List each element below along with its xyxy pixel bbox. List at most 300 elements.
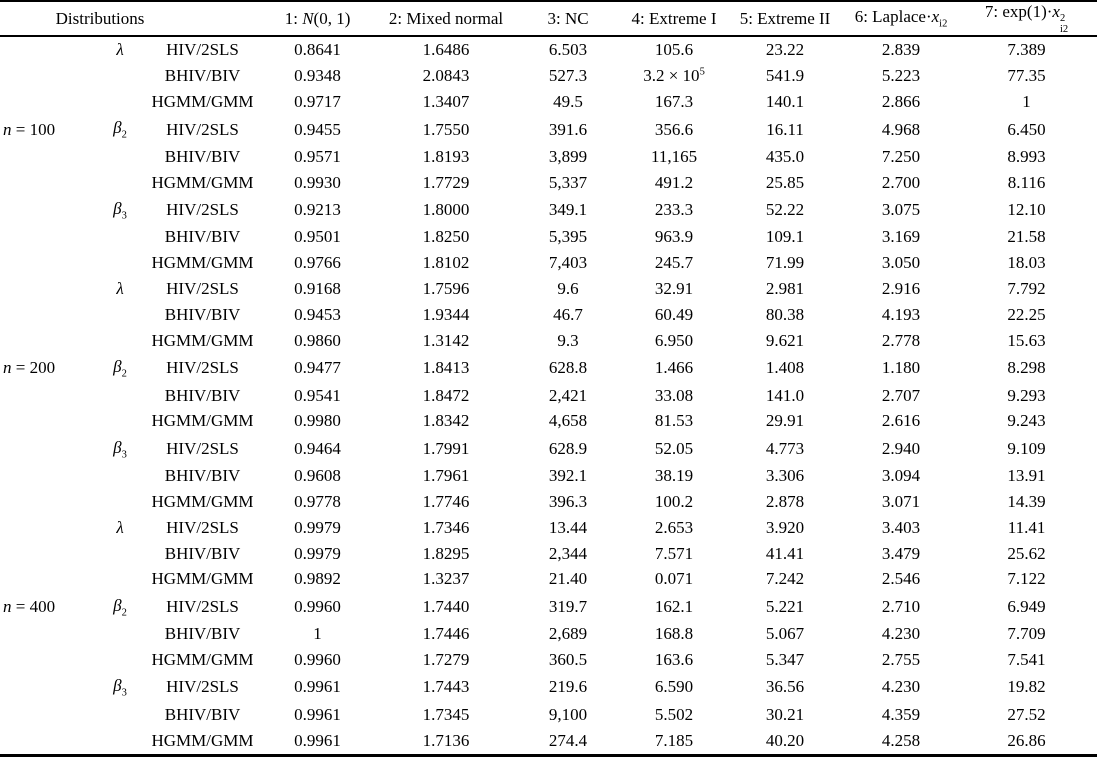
estimator-label: BHIV/BIV — [164, 146, 241, 166]
value-cell: 8.298 — [1007, 358, 1046, 378]
column-header-4: 4: Extreme I — [631, 8, 717, 28]
value-cell: 9.6 — [557, 279, 579, 299]
value-cell: 1.9344 — [422, 304, 470, 324]
value-cell: 0.9930 — [294, 172, 341, 192]
value-cell: 2.940 — [881, 438, 921, 458]
value-cell: 3.403 — [881, 517, 921, 537]
value-cell: 3.169 — [881, 227, 921, 247]
value-cell: 60.49 — [654, 304, 694, 324]
value-cell: 9.621 — [765, 330, 805, 350]
column-header-1: 1: N(0, 1) — [284, 8, 351, 28]
value-cell: 1.7136 — [422, 730, 470, 750]
estimator-label: HIV/2SLS — [166, 517, 239, 537]
value-cell: 5.223 — [881, 66, 921, 86]
value-cell: 27.52 — [1007, 704, 1046, 724]
value-cell: 6.503 — [548, 40, 588, 60]
parameter-label: $\beta_2$ — [113, 356, 127, 380]
sample-size-label — [0, 302, 90, 328]
value-cell: 36.56 — [765, 677, 805, 697]
value-cell: 49.5 — [553, 92, 583, 112]
parameter-label — [90, 541, 150, 567]
parameter-label — [90, 728, 150, 756]
estimator-label: BHIV/BIV — [164, 385, 241, 405]
value-cell: 0.9778 — [294, 491, 341, 511]
value-cell: 26.86 — [1007, 730, 1046, 750]
value-cell: 2.778 — [881, 330, 921, 350]
table-row — [0, 225, 1097, 251]
value-cell: 4.773 — [765, 438, 805, 458]
sup-sub-stack: 2 i2 — [1059, 13, 1069, 36]
estimator-label: HIV/2SLS — [166, 279, 239, 299]
table-row — [0, 276, 1097, 302]
value-cell: 1.7440 — [422, 596, 470, 616]
table-row — [0, 566, 1097, 592]
value-cell: 9.3 — [557, 330, 579, 350]
value-cell: 25.85 — [765, 172, 805, 192]
table-body — [0, 36, 1097, 755]
parameter-label — [90, 489, 150, 515]
value-cell: 1.408 — [765, 358, 805, 378]
value-cell: 4,658 — [548, 411, 588, 431]
table-row — [0, 89, 1097, 115]
table-row — [0, 728, 1097, 756]
value-cell: 33.08 — [654, 385, 694, 405]
value-cell: 0.9961 — [294, 704, 341, 724]
value-cell: 6.590 — [654, 677, 694, 697]
value-cell: 0.9960 — [294, 649, 341, 669]
value-cell: 7.389 — [1007, 40, 1046, 60]
value-cell: 1.7279 — [422, 649, 470, 669]
parameter-label — [90, 408, 150, 434]
value-cell: 2,689 — [548, 624, 588, 644]
sample-size-label: n = 400 — [3, 596, 56, 616]
value-cell: 392.1 — [548, 466, 588, 486]
column-header-3: 3: NC — [547, 8, 589, 28]
value-cell: 168.8 — [654, 624, 694, 644]
value-cell: 3.306 — [765, 466, 805, 486]
value-cell: 2,421 — [548, 385, 588, 405]
parameter-label: λ — [116, 279, 124, 299]
estimator-label: BHIV/BIV — [164, 704, 241, 724]
sample-size-label — [0, 225, 90, 251]
value-cell: 0.9960 — [294, 596, 341, 616]
sample-size-label — [0, 383, 90, 409]
table-row — [0, 36, 1097, 63]
estimator-label: HGMM/GMM — [151, 730, 254, 750]
value-cell: 491.2 — [654, 172, 694, 192]
parameter-label — [90, 621, 150, 647]
sample-size-label — [0, 63, 90, 89]
value-cell: 109.1 — [765, 227, 805, 247]
value-cell: 4.193 — [881, 304, 921, 324]
value-cell: 71.99 — [765, 253, 805, 273]
parameter-label — [90, 647, 150, 673]
value-cell: 0.9453 — [294, 304, 341, 324]
value-cell: 4.968 — [881, 119, 921, 139]
value-cell: 1.7746 — [422, 491, 470, 511]
value-cell: 141.0 — [765, 385, 805, 405]
table-row — [0, 196, 1097, 225]
value-cell: 2.755 — [881, 649, 921, 669]
table-row — [0, 621, 1097, 647]
value-cell: 0.9571 — [294, 146, 341, 166]
parameter-label: $\beta_2$ — [113, 118, 127, 141]
value-cell: 1 — [313, 624, 322, 644]
value-cell: 435.0 — [765, 146, 805, 166]
value-cell: 9.243 — [1007, 411, 1046, 431]
value-cell: 8.116 — [1007, 172, 1046, 192]
value-cell: 349.1 — [548, 200, 588, 220]
value-cell: 319.7 — [548, 596, 588, 616]
parameter-label: λ — [116, 517, 124, 537]
estimator-label: HIV/2SLS — [166, 40, 239, 60]
sample-size-label — [0, 673, 90, 702]
table-row — [0, 541, 1097, 567]
value-cell: 0.9168 — [294, 279, 341, 299]
value-cell: 7.250 — [881, 146, 921, 166]
parameter-label: $\beta_3$ — [113, 676, 127, 699]
value-cell: 7.122 — [1007, 569, 1046, 589]
parameter-label — [90, 144, 150, 170]
value-cell: 2.546 — [881, 569, 921, 589]
value-cell: 1.7729 — [422, 172, 470, 192]
value-cell: 13.91 — [1007, 466, 1046, 486]
value-cell: 0.9501 — [294, 227, 341, 247]
column-header-2: 2: Mixed normal — [388, 8, 504, 28]
value-cell: 1.7596 — [422, 279, 470, 299]
value-cell: 1.7346 — [422, 517, 470, 537]
estimator-label: HGMM/GMM — [151, 330, 254, 350]
sample-size-label — [0, 515, 90, 541]
value-cell: 0.9348 — [294, 66, 341, 86]
parameter-label: $\beta_3$ — [113, 198, 127, 222]
value-cell: 3.075 — [881, 200, 921, 220]
value-cell: 541.9 — [765, 66, 805, 86]
value-cell: 7.185 — [654, 730, 694, 750]
value-cell: 163.6 — [654, 649, 694, 669]
parameter-label: λ — [116, 40, 124, 60]
header-row — [0, 1, 1097, 36]
table-row — [0, 515, 1097, 541]
estimator-label: HIV/2SLS — [166, 119, 239, 139]
parameter-label: $\beta_3$ — [113, 437, 127, 460]
parameter-label — [90, 463, 150, 489]
value-cell: 1.8413 — [422, 358, 470, 378]
estimator-label: BHIV/BIV — [164, 624, 241, 644]
value-cell: 6.949 — [1007, 596, 1046, 616]
value-cell: 162.1 — [654, 596, 694, 616]
value-cell: 360.5 — [548, 649, 588, 669]
value-cell: 1.7446 — [422, 624, 470, 644]
estimator-label: HGMM/GMM — [151, 411, 254, 431]
sample-size-label — [0, 728, 90, 756]
value-cell: 0.9961 — [294, 677, 341, 697]
sample-size-label — [0, 170, 90, 196]
value-cell: 6.450 — [1007, 119, 1046, 139]
value-cell: 12.10 — [1007, 200, 1046, 220]
value-cell: 527.3 — [548, 66, 588, 86]
sample-size-label — [0, 434, 90, 463]
value-cell: 233.3 — [654, 200, 694, 220]
value-cell: 16.11 — [766, 119, 804, 139]
value-cell: 5.221 — [765, 596, 805, 616]
table-row — [0, 302, 1097, 328]
parameter-label — [90, 170, 150, 196]
value-cell: 245.7 — [654, 253, 694, 273]
estimator-label: BHIV/BIV — [164, 227, 241, 247]
value-cell: 1 — [1022, 92, 1031, 112]
value-cell: 1.3407 — [422, 92, 470, 112]
table-row — [0, 250, 1097, 276]
value-cell: 25.62 — [1007, 543, 1046, 563]
table-row — [0, 408, 1097, 434]
value-cell: 52.05 — [654, 438, 694, 458]
value-cell: 38.19 — [654, 466, 694, 486]
estimator-label: HIV/2SLS — [166, 677, 239, 697]
value-cell: 7.541 — [1007, 649, 1046, 669]
value-cell: 1.3142 — [422, 330, 470, 350]
sample-size-label — [0, 144, 90, 170]
parameter-label — [90, 566, 150, 592]
value-cell: 628.9 — [548, 438, 588, 458]
distributions-header: Distributions — [55, 8, 145, 28]
parameter-label: $\beta_2$ — [113, 595, 127, 618]
value-cell: 7,403 — [548, 253, 588, 273]
value-cell: 2,344 — [548, 543, 588, 563]
value-cell: 7.709 — [1007, 624, 1046, 644]
table-row — [0, 354, 1097, 383]
value-cell: 3.071 — [881, 491, 921, 511]
value-cell: 7.792 — [1007, 279, 1046, 299]
table-row — [0, 170, 1097, 196]
sample-size-label — [0, 647, 90, 673]
value-cell: 0.071 — [654, 569, 694, 589]
value-cell: 22.25 — [1007, 304, 1046, 324]
estimator-label: BHIV/BIV — [164, 543, 241, 563]
value-cell: 4.359 — [881, 704, 921, 724]
value-cell: 0.9455 — [294, 119, 341, 139]
table-row — [0, 434, 1097, 463]
sample-size-label — [0, 89, 90, 115]
estimator-label: HGMM/GMM — [151, 491, 254, 511]
estimator-label: HIV/2SLS — [166, 438, 239, 458]
value-cell: 21.40 — [548, 569, 588, 589]
table-header — [0, 1, 1097, 36]
value-cell: 274.4 — [548, 730, 588, 750]
value-cell: 2.710 — [881, 596, 921, 616]
value-cell: 1.8342 — [422, 411, 470, 431]
value-cell: 9,100 — [548, 704, 588, 724]
table-row — [0, 702, 1097, 728]
value-cell: 140.1 — [765, 92, 805, 112]
value-cell: 1.8295 — [422, 543, 470, 563]
value-cell: 46.7 — [553, 304, 583, 324]
sample-size-label — [0, 328, 90, 354]
value-cell: 41.41 — [765, 543, 805, 563]
value-cell: $3.2 \times 10^5$ — [643, 66, 705, 86]
value-cell: 963.9 — [654, 227, 694, 247]
table-row — [0, 144, 1097, 170]
value-cell: 2.0843 — [422, 66, 470, 86]
value-cell: 0.9477 — [294, 358, 341, 378]
value-cell: 1.7991 — [422, 438, 470, 458]
value-cell: 1.7345 — [422, 704, 470, 724]
parameter-label — [90, 63, 150, 89]
value-cell: 0.9608 — [294, 466, 341, 486]
sample-size-label — [0, 621, 90, 647]
value-cell: 1.6486 — [422, 40, 470, 60]
value-cell: 1.466 — [654, 358, 694, 378]
value-cell: 32.91 — [654, 279, 694, 299]
value-cell: 391.6 — [548, 119, 588, 139]
value-cell: 628.8 — [548, 358, 588, 378]
value-cell: 15.63 — [1007, 330, 1046, 350]
value-cell: 14.39 — [1007, 491, 1046, 511]
value-cell: 80.38 — [765, 304, 805, 324]
value-cell: 5.502 — [654, 704, 694, 724]
value-cell: 105.6 — [654, 40, 694, 60]
value-cell: 6.950 — [654, 330, 694, 350]
value-cell: 2.866 — [881, 92, 921, 112]
value-cell: 2.653 — [654, 517, 694, 537]
sample-size-label — [0, 702, 90, 728]
value-cell: 7.571 — [654, 543, 694, 563]
value-cell: 0.9980 — [294, 411, 341, 431]
value-cell: 19.82 — [1007, 677, 1046, 697]
value-cell: 8.993 — [1007, 146, 1046, 166]
value-cell: 52.22 — [765, 200, 805, 220]
value-cell: 81.53 — [654, 411, 694, 431]
column-header-6: 6: $Laplace\cdot x_{i2}$ — [854, 7, 948, 30]
value-cell: 396.3 — [548, 491, 588, 511]
sample-size-label — [0, 566, 90, 592]
value-cell: 0.8641 — [294, 40, 341, 60]
estimator-label: BHIV/BIV — [164, 466, 241, 486]
value-cell: 5,395 — [548, 227, 588, 247]
value-cell: 1.7443 — [422, 677, 470, 697]
column-header-5: 5: Extreme II — [739, 8, 831, 28]
value-cell: 2.700 — [881, 172, 921, 192]
estimator-label: HGMM/GMM — [151, 172, 254, 192]
sample-size-label — [0, 36, 90, 63]
value-cell: 30.21 — [765, 704, 805, 724]
sample-size-label: n = 100 — [3, 119, 56, 139]
parameter-label — [90, 702, 150, 728]
sample-size-label — [0, 541, 90, 567]
value-cell: 1.7550 — [422, 119, 470, 139]
value-cell: 3.050 — [881, 253, 921, 273]
estimator-label: HIV/2SLS — [166, 200, 239, 220]
value-cell: 167.3 — [654, 92, 694, 112]
value-cell: 2.981 — [765, 279, 805, 299]
estimator-label: BHIV/BIV — [164, 66, 241, 86]
estimator-label: HIV/2SLS — [166, 596, 239, 616]
value-cell: 1.180 — [881, 358, 921, 378]
value-cell: 9.293 — [1007, 385, 1046, 405]
table-row — [0, 115, 1097, 144]
value-cell: 1.8102 — [422, 253, 470, 273]
value-cell: 5,337 — [548, 172, 588, 192]
parameter-label — [90, 225, 150, 251]
value-cell: 40.20 — [765, 730, 805, 750]
sample-size-label — [0, 408, 90, 434]
table-row — [0, 63, 1097, 89]
estimator-label: HGMM/GMM — [151, 92, 254, 112]
parameter-label — [90, 383, 150, 409]
sample-size-label: n = 200 — [3, 358, 56, 378]
value-cell: 4.230 — [881, 677, 921, 697]
table-row — [0, 647, 1097, 673]
value-cell: 0.9541 — [294, 385, 341, 405]
value-cell: 1.8193 — [422, 146, 470, 166]
value-cell: 1.8250 — [422, 227, 470, 247]
value-cell: 1.7961 — [422, 466, 470, 486]
sample-size-label — [0, 250, 90, 276]
estimator-label: BHIV/BIV — [164, 304, 241, 324]
value-cell: 1.3237 — [422, 569, 470, 589]
parameter-label — [90, 302, 150, 328]
value-cell: 11.41 — [1007, 517, 1046, 537]
value-cell: 5.347 — [765, 649, 805, 669]
value-cell: 356.6 — [654, 119, 694, 139]
table-row — [0, 328, 1097, 354]
value-cell: 2.707 — [881, 385, 921, 405]
sample-size-label — [0, 196, 90, 225]
parameter-label — [90, 328, 150, 354]
value-cell: 0.9766 — [294, 253, 341, 273]
value-cell: 23.22 — [765, 40, 805, 60]
table-row — [0, 673, 1097, 702]
value-cell: 4.230 — [881, 624, 921, 644]
value-cell: 0.9464 — [294, 438, 341, 458]
value-cell: 0.9860 — [294, 330, 341, 350]
parameter-label — [90, 250, 150, 276]
value-cell: 7.242 — [765, 569, 805, 589]
column-header-7: 7: exp(1)·x 2 i2 — [984, 2, 1069, 36]
value-cell: 77.35 — [1007, 66, 1046, 86]
value-cell: 1.8000 — [422, 200, 470, 220]
table-row — [0, 383, 1097, 409]
value-cell: 0.9979 — [294, 517, 341, 537]
value-cell: 1.8472 — [422, 385, 470, 405]
value-cell: 2.878 — [765, 491, 805, 511]
value-cell: 0.9213 — [294, 200, 341, 220]
value-cell: 13.44 — [548, 517, 588, 537]
table-row — [0, 463, 1097, 489]
value-cell: 4.258 — [881, 730, 921, 750]
value-cell: 29.91 — [765, 411, 805, 431]
value-cell: 18.03 — [1007, 253, 1046, 273]
table-row — [0, 489, 1097, 515]
value-cell: 9.109 — [1007, 438, 1046, 458]
estimator-label: HGMM/GMM — [151, 569, 254, 589]
value-cell: 2.616 — [881, 411, 921, 431]
parameter-label — [90, 89, 150, 115]
value-cell: 21.58 — [1007, 227, 1046, 247]
sample-size-label — [0, 489, 90, 515]
value-cell: 2.916 — [881, 279, 921, 299]
estimator-label: HGMM/GMM — [151, 253, 254, 273]
estimator-label: HGMM/GMM — [151, 649, 254, 669]
value-cell: 3.094 — [881, 466, 921, 486]
table-row — [0, 592, 1097, 621]
value-cell: 3,899 — [548, 146, 588, 166]
value-cell: 219.6 — [548, 677, 588, 697]
value-cell: 100.2 — [654, 491, 694, 511]
value-cell: 0.9979 — [294, 543, 341, 563]
value-cell: 3.920 — [765, 517, 805, 537]
value-cell: 0.9961 — [294, 730, 341, 750]
